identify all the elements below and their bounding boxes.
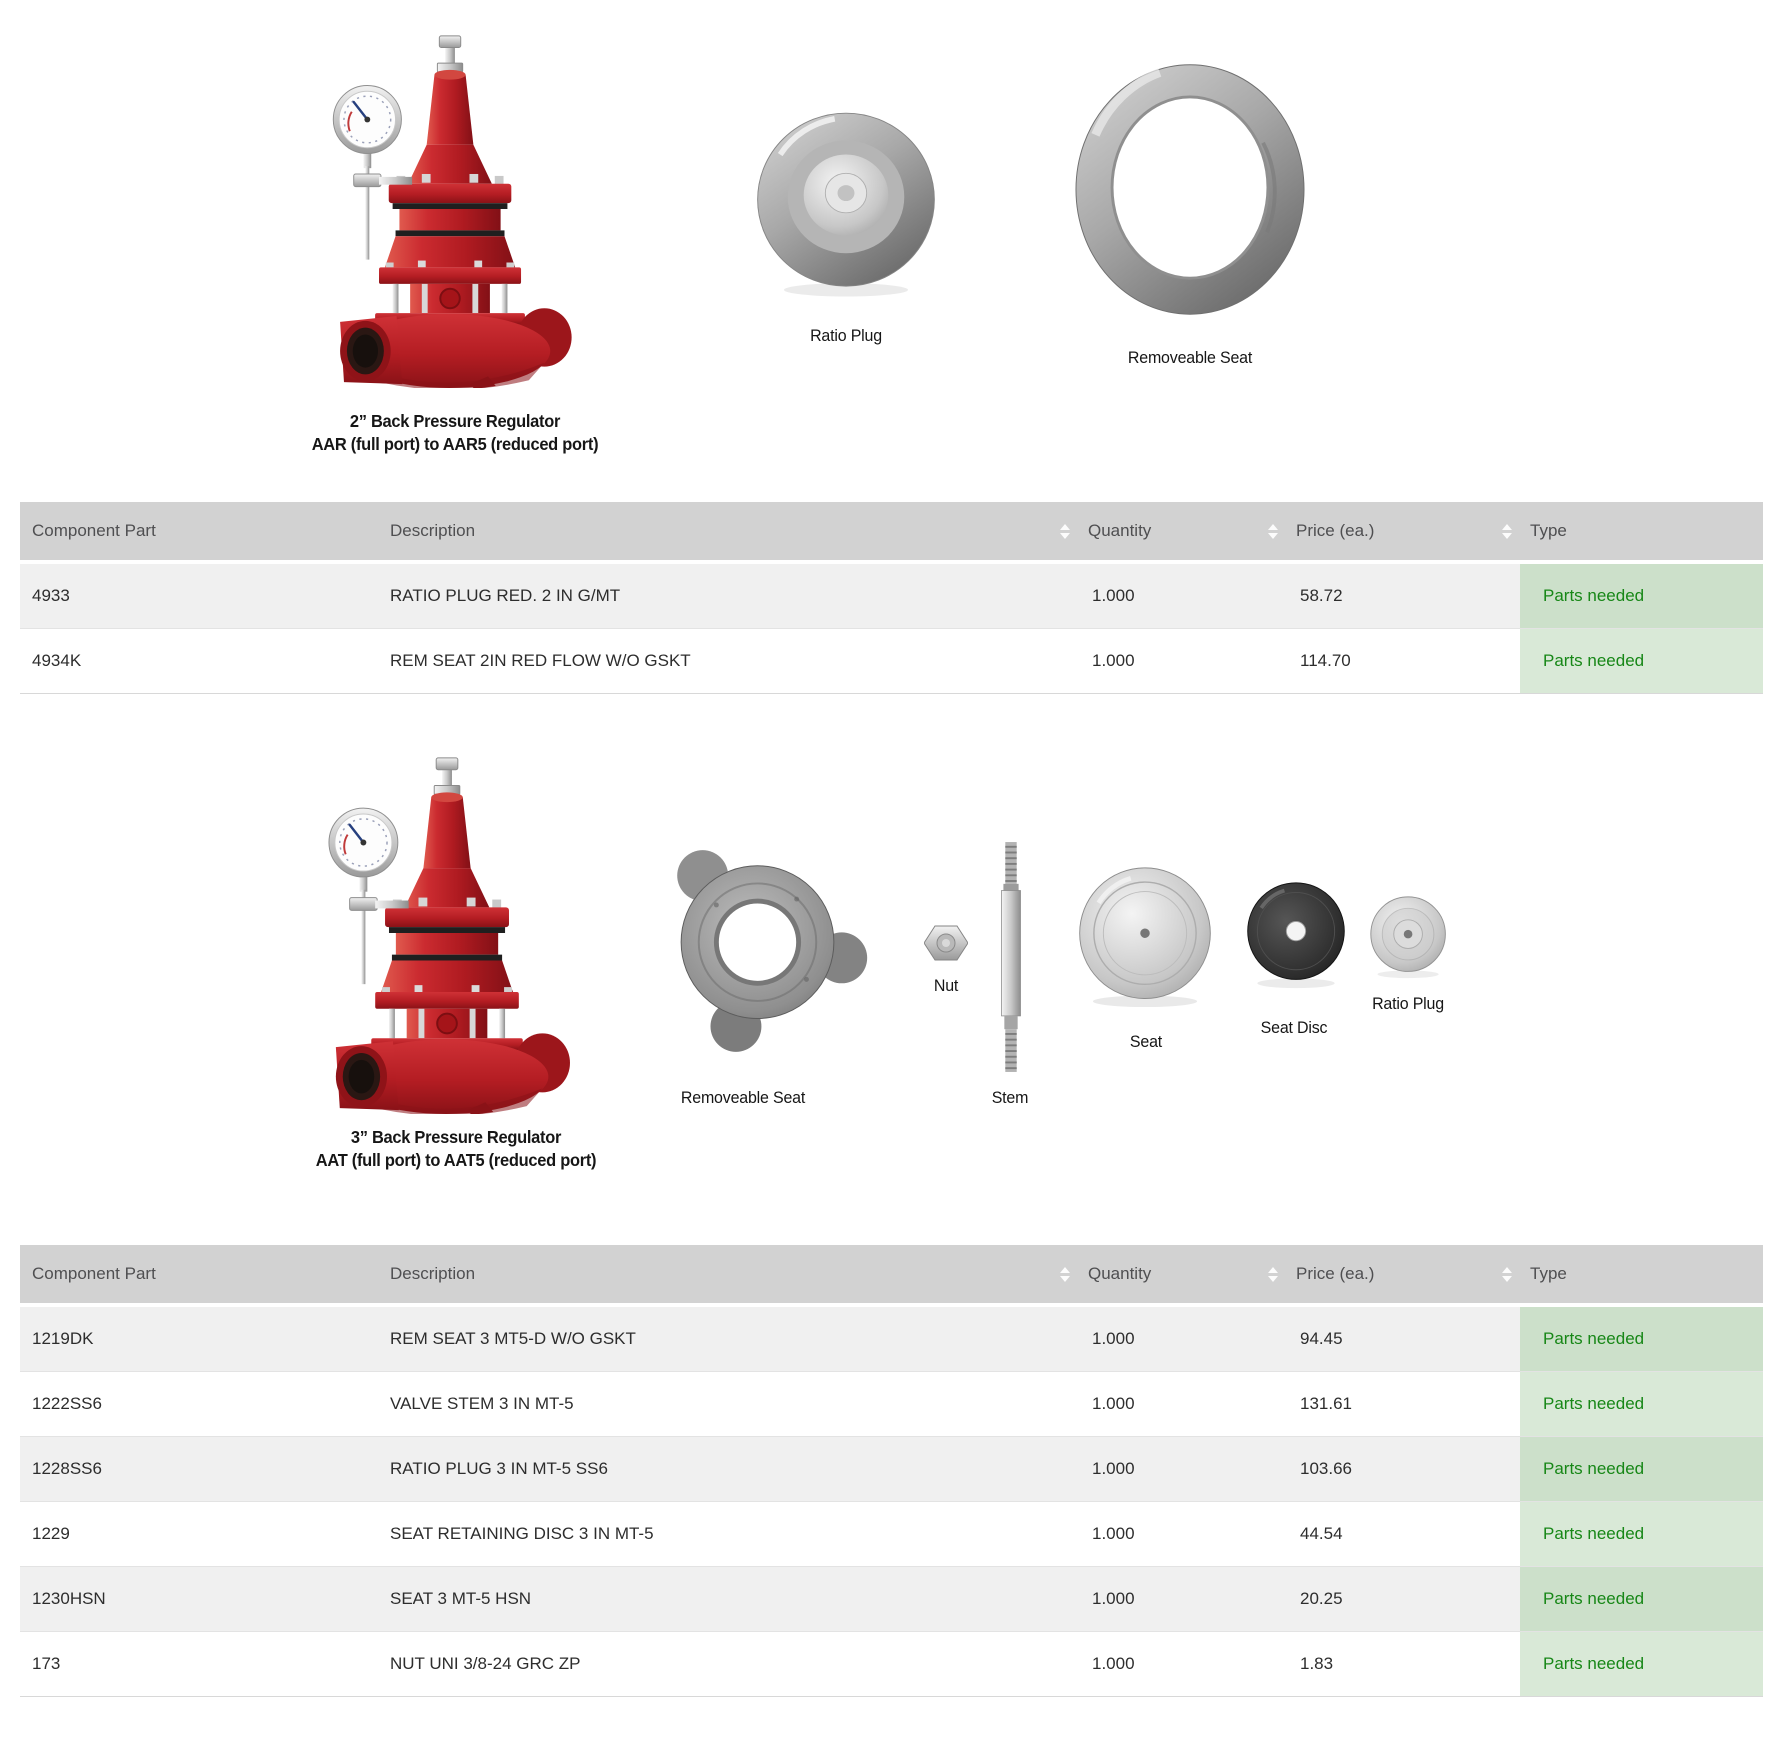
- cell-description: SEAT 3 MT-5 HSN: [390, 1589, 532, 1608]
- status-label: Parts needed: [1543, 1589, 1645, 1608]
- part-label-removeable-seat: Removeable Seat: [1127, 348, 1253, 367]
- column-header-type[interactable]: [1502, 502, 1567, 560]
- seat-disc-image: [1240, 880, 1352, 990]
- column-header-label: Type: [1530, 1264, 1567, 1283]
- status-label: Parts needed: [1543, 1459, 1645, 1478]
- hex-nut-illustration: [924, 922, 968, 964]
- table-row: [20, 564, 1763, 629]
- part-label-ratio-plug: Ratio Plug: [810, 326, 882, 345]
- sort-icon[interactable]: [1502, 524, 1512, 539]
- table-row: [20, 1632, 1763, 1697]
- column-header-label: Quantity: [1088, 1264, 1152, 1283]
- removeable-seat-illustration: [1066, 55, 1314, 323]
- sort-icon[interactable]: [1060, 1267, 1070, 1282]
- cell-price: 103.66: [1300, 1459, 1352, 1478]
- cell-component-part: 1229: [32, 1524, 70, 1543]
- regulator-3in-image: [312, 752, 584, 1114]
- sort-icon[interactable]: [1268, 1267, 1278, 1282]
- seat-illustration: [1074, 862, 1216, 1012]
- cast-seat-illustration: [640, 842, 875, 1058]
- status-label: Parts needed: [1543, 651, 1645, 670]
- column-header-label: Component Part: [32, 1264, 156, 1283]
- ratio-plug-3in-image: [1366, 894, 1454, 980]
- parts-table-3in: [20, 1245, 1763, 1697]
- cell-quantity: 1.000: [1092, 651, 1135, 670]
- column-header-description[interactable]: [390, 502, 475, 560]
- column-header-price[interactable]: [1268, 502, 1374, 560]
- column-header-label: Quantity: [1088, 521, 1152, 540]
- cell-component-part: 1219DK: [32, 1329, 94, 1348]
- status-badge-parts-needed: [1520, 1632, 1763, 1696]
- cell-price: 94.45: [1300, 1329, 1343, 1348]
- sort-icon[interactable]: [1502, 1267, 1512, 1282]
- column-header-label: Price (ea.): [1296, 1264, 1375, 1283]
- table-row: [20, 1307, 1763, 1372]
- column-header-type[interactable]: [1502, 1245, 1567, 1303]
- cell-price: 20.25: [1300, 1589, 1343, 1608]
- column-header-quantity[interactable]: [1060, 1245, 1151, 1303]
- status-label: Parts needed: [1543, 1394, 1645, 1413]
- status-badge-parts-needed: [1520, 564, 1763, 628]
- cell-price: 114.70: [1300, 651, 1351, 670]
- cell-price: 1.83: [1300, 1654, 1334, 1673]
- column-header-component-part[interactable]: [32, 502, 156, 560]
- cell-quantity: 1.000: [1092, 1459, 1135, 1478]
- parts-table-2in: [20, 502, 1763, 694]
- cell-quantity: 1.000: [1092, 1329, 1135, 1348]
- column-header-price[interactable]: [1268, 1245, 1374, 1303]
- table-row: [20, 1567, 1763, 1632]
- part-label-seat-disc: Seat Disc: [1260, 1018, 1328, 1037]
- regulator-2in-image: [322, 30, 580, 388]
- cell-component-part: 1228SS6: [32, 1459, 102, 1478]
- cell-quantity: 1.000: [1092, 1589, 1135, 1608]
- cell-description: REM SEAT 2IN RED FLOW W/O GSKT: [390, 651, 691, 670]
- status-label: Parts needed: [1543, 1524, 1645, 1543]
- cell-description: RATIO PLUG 3 IN MT-5 SS6: [390, 1459, 608, 1478]
- status-badge-parts-needed: [1520, 629, 1763, 693]
- cell-price: 131.61: [1300, 1394, 1352, 1413]
- stem-image: [992, 836, 1030, 1078]
- table-row: [20, 1372, 1763, 1437]
- nut-image: [924, 922, 968, 964]
- status-label: Parts needed: [1543, 586, 1645, 605]
- part-label-ratio-plug: Ratio Plug: [1372, 994, 1444, 1013]
- cell-price: 58.72: [1300, 586, 1343, 605]
- status-label: Parts needed: [1543, 1329, 1645, 1348]
- caption-line2: AAT (full port) to AAT5 (reduced port): [315, 1150, 597, 1170]
- cell-price: 44.54: [1300, 1524, 1343, 1543]
- column-header-label: Description: [390, 521, 476, 540]
- seat-disc-illustration: [1240, 880, 1352, 990]
- status-badge-parts-needed: [1520, 1437, 1763, 1501]
- status-label: Parts needed: [1543, 1654, 1645, 1673]
- caption-line1: 3” Back Pressure Regulator: [350, 1127, 562, 1147]
- sort-icon[interactable]: [1268, 524, 1278, 539]
- table-row: [20, 1502, 1763, 1567]
- sort-icon[interactable]: [1060, 524, 1070, 539]
- status-badge-parts-needed: [1520, 1372, 1763, 1436]
- removeable-seat-3in-image: [640, 842, 875, 1058]
- column-header-label: Description: [390, 1264, 476, 1283]
- ratio-plug-illustration: [1366, 894, 1454, 980]
- column-header-label: Component Part: [32, 521, 156, 540]
- status-badge-parts-needed: [1520, 1502, 1763, 1566]
- status-badge-parts-needed: [1520, 1307, 1763, 1371]
- cell-component-part: 4934K: [32, 651, 82, 670]
- column-header-quantity[interactable]: [1060, 502, 1151, 560]
- cell-description: NUT UNI 3/8-24 GRC ZP: [390, 1654, 581, 1673]
- back-pressure-regulator-illustration: [312, 752, 584, 1114]
- caption-line1: 2” Back Pressure Regulator: [349, 411, 561, 431]
- cell-component-part: 1222SS6: [32, 1394, 102, 1413]
- table-row: [20, 629, 1763, 694]
- cell-description: VALVE STEM 3 IN MT-5: [390, 1394, 574, 1413]
- column-header-label: Price (ea.): [1296, 521, 1375, 540]
- part-label-seat: Seat: [1129, 1032, 1163, 1051]
- table-header-row: [20, 502, 1763, 560]
- column-header-description[interactable]: [390, 1245, 475, 1303]
- cell-description: REM SEAT 3 MT5-D W/O GSKT: [390, 1329, 636, 1348]
- part-label-stem: Stem: [991, 1088, 1029, 1107]
- figure-caption-3in: [270, 1126, 642, 1172]
- table-row: [20, 1437, 1763, 1502]
- cell-quantity: 1.000: [1092, 586, 1135, 605]
- status-badge-parts-needed: [1520, 1567, 1763, 1631]
- cell-quantity: 1.000: [1092, 1524, 1135, 1543]
- ratio-plug-illustration: [752, 104, 940, 300]
- cell-quantity: 1.000: [1092, 1394, 1135, 1413]
- column-header-label: Type: [1530, 521, 1567, 540]
- back-pressure-regulator-illustration: [322, 30, 580, 388]
- ratio-plug-2in-image: [752, 104, 940, 300]
- cell-quantity: 1.000: [1092, 1654, 1135, 1673]
- valve-stem-illustration: [992, 836, 1030, 1078]
- removeable-seat-2in-image: [1066, 55, 1314, 323]
- seat-image: [1074, 862, 1216, 1012]
- table-header-row: [20, 1245, 1763, 1303]
- part-label-nut: Nut: [933, 976, 959, 995]
- caption-line2: AAR (full port) to AAR5 (reduced port): [311, 434, 599, 454]
- column-header-component-part[interactable]: [32, 1245, 156, 1303]
- cell-description: RATIO PLUG RED. 2 IN G/MT: [390, 586, 621, 605]
- cell-description: SEAT RETAINING DISC 3 IN MT-5: [390, 1524, 654, 1543]
- figure-caption-2in: [281, 410, 629, 456]
- cell-component-part: 4933: [32, 586, 70, 605]
- cell-component-part: 1230HSN: [32, 1589, 106, 1608]
- cell-component-part: 173: [32, 1654, 61, 1673]
- part-label-removeable-seat: Removeable Seat: [680, 1088, 806, 1107]
